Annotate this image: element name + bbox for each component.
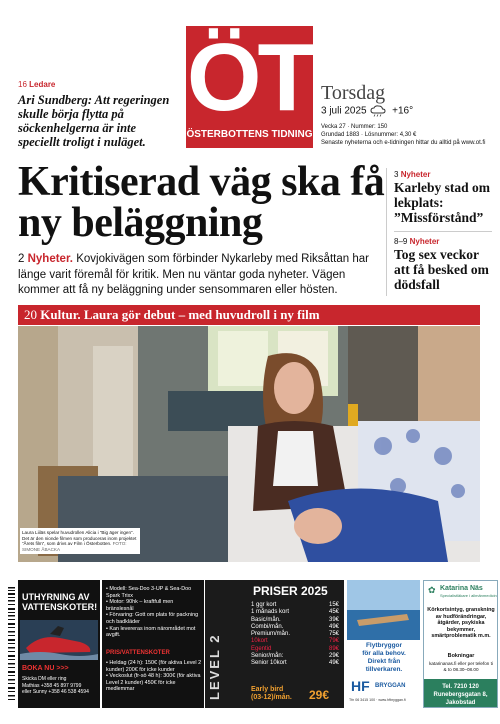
price-row bbox=[251, 631, 339, 638]
ledare-section: Ledare bbox=[29, 80, 56, 89]
price-value: 15€ bbox=[328, 602, 339, 608]
cover-photo[interactable] bbox=[18, 326, 480, 562]
ad-vattenskoter-details[interactable] bbox=[102, 580, 204, 708]
right-teaser-1-page: 3 bbox=[394, 170, 399, 179]
ad-strip bbox=[18, 580, 497, 708]
ad5-services: Körkortsintyg, granskning av hudförändringar, åtgärder, psykiska bekymmer, smärtproblematik m.m. bbox=[427, 607, 495, 639]
kultur-text: Kultur. Laura gör debut – med huvudroll i ny film bbox=[40, 307, 320, 322]
barcode-icon bbox=[0, 585, 16, 705]
price-value: 89€ bbox=[328, 645, 339, 652]
price-row bbox=[251, 617, 339, 624]
ledare-page-number: 16 bbox=[18, 80, 27, 89]
right-teaser-1-label bbox=[394, 170, 494, 179]
kultur-banner[interactable] bbox=[18, 305, 480, 325]
ad4-text-4: tillverkaren. bbox=[365, 666, 403, 673]
ad-katarina-nas[interactable] bbox=[423, 580, 498, 708]
early-bird-label: Early bird bbox=[251, 686, 284, 693]
ledare-teaser-label bbox=[18, 80, 55, 89]
ad5-contact bbox=[424, 679, 497, 707]
price-list bbox=[251, 602, 339, 668]
ad5-title: Specialistläkare i allmänmedicin bbox=[440, 593, 497, 598]
price-label: 1 ggr kort bbox=[251, 602, 277, 608]
price-label: Combi/mån. bbox=[251, 623, 284, 630]
ad1-line3: eller Sunny +358 46 538 4594 bbox=[22, 689, 89, 695]
hf-logo-icon: HF bbox=[351, 678, 370, 694]
price-value: 39€ bbox=[328, 616, 339, 623]
ad2-line-1: • Modell: Sea-Doo 3-UP & Sea-Doo Spark Trixx bbox=[106, 586, 192, 599]
ad-bryggan[interactable] bbox=[347, 580, 420, 708]
right-teaser-1-section: Nyheter bbox=[400, 170, 431, 179]
price-row bbox=[251, 660, 339, 667]
issue-meta bbox=[321, 123, 491, 147]
price-label: Premium/mån. bbox=[251, 631, 291, 638]
price-label: Basic/mån. bbox=[251, 616, 281, 623]
cover-photo-illustration bbox=[18, 326, 480, 562]
kultur-page-number: 20 bbox=[24, 307, 37, 322]
ad5-book-info: katarinanas.fi eller per telefon ti & to 08.30–08.00 bbox=[429, 661, 493, 672]
ad2-line-3: • Förvaring: Gott om plats för packning och badkläder bbox=[106, 612, 199, 625]
early-bird-price: 29€ bbox=[309, 688, 330, 702]
ad5-address: Runebergsgatan 8, Jakobstad bbox=[433, 692, 488, 706]
right-teaser-2-label bbox=[394, 237, 494, 246]
issue-date-text: 3 juli 2025 bbox=[321, 105, 367, 117]
ad2-prices-title: PRIS/VATTENSKOTER bbox=[106, 650, 170, 656]
gym-brand: LEVEL 2 bbox=[207, 633, 222, 700]
lead-page-number: 2 bbox=[18, 253, 25, 265]
photo-caption bbox=[20, 528, 140, 554]
price-value: 79€ bbox=[328, 638, 339, 645]
ad4-text-1: Flytbryggor bbox=[365, 642, 403, 649]
price-row bbox=[251, 609, 339, 616]
price-row bbox=[251, 646, 339, 653]
price-value: 29€ bbox=[328, 653, 339, 660]
right-teaser-2-section: Nyheter bbox=[409, 237, 440, 246]
caption-text: Laura Liiläs spelar huvudrollen Alicia i ”Big äger ingen”. Det är den nionde filmen som produceras inom projektet ”Årets film”, som drivs av Film i Österbotten. bbox=[22, 530, 137, 547]
ad2-line-2: • Motor: 90hk – kraftfull men bränslesnål bbox=[106, 599, 174, 612]
ad4-brand: BRYGGAN bbox=[375, 683, 406, 689]
price-label: 1 månads kort bbox=[251, 609, 290, 616]
right-teaser-2-headline[interactable]: Tog sex veckor att få besked om dödsfall bbox=[394, 247, 489, 292]
barcode bbox=[0, 585, 16, 705]
dock-photo bbox=[347, 580, 420, 640]
ad-vattenskoter[interactable] bbox=[18, 580, 100, 708]
ad2-price-2: • Veckoslut (fr-sö 48 h): 300€ (för aktiva Level 2 kunder) 450€ för icke medlemmar bbox=[106, 673, 201, 693]
ad2-line-4: • Kan levereras inom närområdet mot avgift. bbox=[106, 625, 196, 639]
early-bird-time: (03-12)/mån. bbox=[251, 694, 292, 701]
ad1-cta[interactable]: BOKA NU >>> bbox=[22, 665, 69, 672]
ad1-line1: Skicka DM eller ring bbox=[22, 676, 67, 682]
ledare-teaser[interactable]: Ari Sundberg: Att regeringen skulle börja flytta på söckenhelgerna är inte speciellt troligt i nuläget. bbox=[18, 93, 170, 149]
lead-text: Kovjokivägen som förbinder Nykarleby med Riksåttan har länge varit föremål för kritik. Men nu väntar goda nyheter. Vägen kommer att få ny beläggning under sensommaren eller hösten. bbox=[18, 253, 369, 296]
issue-founded: Grundad 1883 · Lösnummer: 4,30 € bbox=[321, 132, 417, 138]
price-label: Egentid bbox=[251, 645, 272, 652]
price-label: 10kort bbox=[251, 638, 268, 645]
price-row bbox=[251, 653, 339, 660]
ad-gym-prices[interactable] bbox=[205, 580, 344, 708]
caption-credit: FOTO: SIMONE ÅBACKA bbox=[22, 541, 127, 552]
ad1-line2: Mathias +358 45 897 9799 bbox=[22, 682, 82, 689]
price-row bbox=[251, 638, 339, 645]
issue-date bbox=[321, 105, 413, 117]
price-value: 45€ bbox=[328, 609, 339, 616]
jetski-icon bbox=[20, 620, 98, 660]
temperature: +16° bbox=[392, 105, 414, 117]
column-divider bbox=[386, 168, 387, 296]
price-label: Senior 10kort bbox=[251, 660, 287, 667]
right-teaser-2-page: 8–9 bbox=[394, 237, 408, 246]
ad5-name: Katarina Näs bbox=[440, 585, 483, 592]
lead-section: Nyheter. bbox=[27, 253, 73, 265]
ad2-price-1: • Heldag (24 h): 150€ (för aktiva Level 2 kunder) 200€ för icke kunder bbox=[106, 660, 202, 673]
early-bird bbox=[251, 686, 292, 702]
right-teaser-1-headline[interactable]: Karleby stad om lekplats: ”Missförstånd” bbox=[394, 180, 490, 225]
teaser-divider bbox=[394, 231, 492, 232]
main-headline[interactable]: Kritiserad väg ska få ny beläggning bbox=[18, 159, 385, 246]
ad4-text-2: för alla behov. bbox=[362, 650, 406, 657]
price-value: 49€ bbox=[328, 623, 339, 630]
logo-letters: ÖT bbox=[186, 24, 313, 131]
issue-week: Vecka 27 · Nummer: 150 bbox=[321, 124, 388, 130]
issue-day: Torsdag bbox=[321, 82, 386, 104]
masthead-logo[interactable] bbox=[186, 26, 313, 148]
ad3-title: PRISER 2025 bbox=[253, 584, 328, 598]
price-label: Senior/mån: bbox=[251, 653, 284, 660]
logo-subtitle: ÖSTERBOTTENS TIDNING bbox=[186, 129, 313, 140]
main-lead bbox=[18, 252, 388, 299]
ad5-book: Bokningar bbox=[447, 653, 475, 659]
issue-website: Senaste nyheterna och e-tidningen hittar du alltid på www.ot.fi bbox=[321, 140, 486, 146]
ad5-phone: Tel. 7210 120 bbox=[442, 684, 479, 690]
ad5-leaf-icon: ✿ bbox=[428, 585, 436, 595]
rain-cloud-icon bbox=[369, 105, 389, 117]
price-value: 49€ bbox=[328, 660, 339, 667]
price-value: 75€ bbox=[328, 631, 339, 638]
ad4-phone: Tfn 06 3415 100 · www.hfbryggan.fi bbox=[349, 698, 406, 702]
ad4-text-3: Direkt från bbox=[367, 658, 401, 665]
ad1-title: UTHYRNING AV VATTENSKOTER! bbox=[22, 592, 98, 612]
